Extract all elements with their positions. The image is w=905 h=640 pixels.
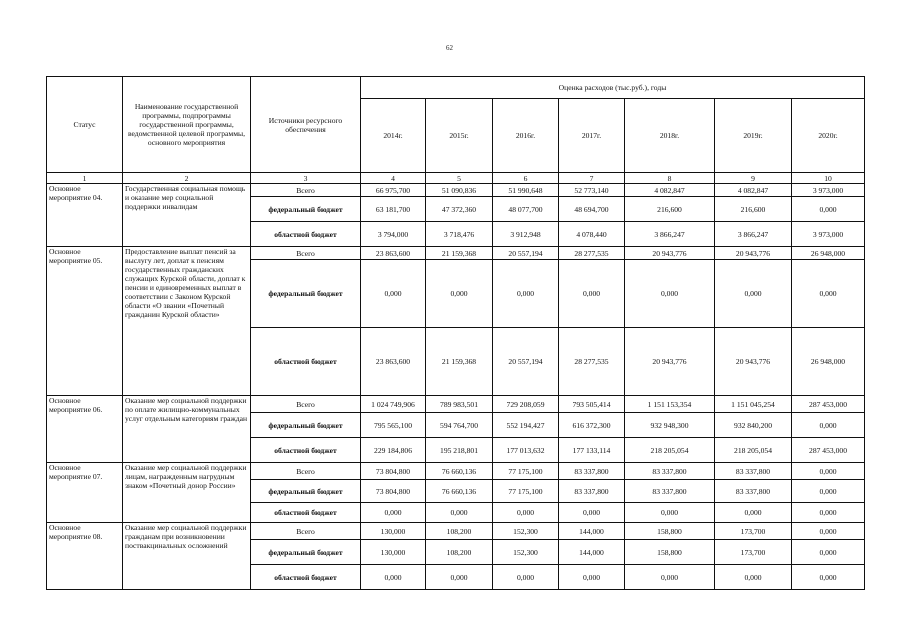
value-cell: 3 718,476 <box>426 222 493 247</box>
header-year: 2014г. <box>361 99 426 173</box>
value-cell: 3 912,948 <box>493 222 559 247</box>
value-cell: 195 218,801 <box>426 438 493 463</box>
value-cell: 47 372,360 <box>426 197 493 222</box>
value-cell: 20 557,194 <box>493 247 559 260</box>
value-cell: 3 973,000 <box>792 222 865 247</box>
value-cell: 0,000 <box>792 260 865 328</box>
column-number: 6 <box>493 173 559 184</box>
value-cell: 144,000 <box>559 540 625 565</box>
column-number: 4 <box>361 173 426 184</box>
value-cell: 0,000 <box>792 197 865 222</box>
page-number: 62 <box>446 44 453 52</box>
value-cell: 48 077,700 <box>493 197 559 222</box>
table-row <box>47 463 865 480</box>
value-cell: 0,000 <box>493 565 559 590</box>
value-cell: 0,000 <box>715 260 792 328</box>
header-source: Источники ресурсного обеспечения <box>251 77 361 173</box>
value-cell: 0,000 <box>792 413 865 438</box>
source-cell: Всего <box>251 396 361 413</box>
value-cell: 0,000 <box>426 503 493 523</box>
value-cell: 73 804,800 <box>361 463 426 480</box>
value-cell: 0,000 <box>792 463 865 480</box>
value-cell: 0,000 <box>792 523 865 540</box>
value-cell: 130,000 <box>361 540 426 565</box>
value-cell: 20 943,776 <box>625 247 715 260</box>
value-cell: 23 863,600 <box>361 247 426 260</box>
value-cell: 616 372,300 <box>559 413 625 438</box>
value-cell: 83 337,800 <box>715 480 792 503</box>
header-year: 2016г. <box>493 99 559 173</box>
status-cell: Основное мероприятие 06. <box>47 396 123 463</box>
source-cell: областной бюджет <box>251 222 361 247</box>
source-cell: Всего <box>251 247 361 260</box>
header-year: 2015г. <box>426 99 493 173</box>
value-cell: 177 013,632 <box>493 438 559 463</box>
column-number: 5 <box>426 173 493 184</box>
value-cell: 26 948,000 <box>792 247 865 260</box>
value-cell: 0,000 <box>361 565 426 590</box>
value-cell: 594 764,700 <box>426 413 493 438</box>
value-cell: 21 159,368 <box>426 247 493 260</box>
value-cell: 216,600 <box>715 197 792 222</box>
value-cell: 73 804,800 <box>361 480 426 503</box>
status-cell: Основное мероприятие 05. <box>47 247 123 396</box>
source-cell: Всего <box>251 184 361 197</box>
value-cell: 932 840,200 <box>715 413 792 438</box>
value-cell: 130,000 <box>361 523 426 540</box>
value-cell: 76 660,136 <box>426 463 493 480</box>
value-cell: 1 151 153,354 <box>625 396 715 413</box>
column-number: 1 <box>47 173 123 184</box>
table-row <box>47 247 865 260</box>
source-cell: Всего <box>251 523 361 540</box>
value-cell: 0,000 <box>715 565 792 590</box>
value-cell: 0,000 <box>792 480 865 503</box>
value-cell: 789 983,501 <box>426 396 493 413</box>
value-cell: 932 948,300 <box>625 413 715 438</box>
value-cell: 0,000 <box>792 503 865 523</box>
value-cell: 21 159,368 <box>426 328 493 396</box>
value-cell: 0,000 <box>792 540 865 565</box>
column-number: 3 <box>251 173 361 184</box>
value-cell: 0,000 <box>625 503 715 523</box>
status-cell: Основное мероприятие 08. <box>47 523 123 590</box>
value-cell: 20 943,776 <box>715 328 792 396</box>
value-cell: 0,000 <box>426 260 493 328</box>
value-cell: 83 337,800 <box>715 463 792 480</box>
table-row <box>47 396 865 413</box>
value-cell: 28 277,535 <box>559 247 625 260</box>
header-year: 2020г. <box>792 99 865 173</box>
value-cell: 4 082,847 <box>715 184 792 197</box>
value-cell: 20 943,776 <box>715 247 792 260</box>
column-number-row <box>47 173 865 184</box>
source-cell: областной бюджет <box>251 565 361 590</box>
value-cell: 0,000 <box>361 503 426 523</box>
value-cell: 108,200 <box>426 540 493 565</box>
value-cell: 66 975,700 <box>361 184 426 197</box>
value-cell: 20 943,776 <box>625 328 715 396</box>
value-cell: 3 866,247 <box>715 222 792 247</box>
value-cell: 3 794,000 <box>361 222 426 247</box>
value-cell: 0,000 <box>361 260 426 328</box>
value-cell: 144,000 <box>559 523 625 540</box>
value-cell: 795 565,100 <box>361 413 426 438</box>
source-cell: областной бюджет <box>251 328 361 396</box>
status-cell: Основное мероприятие 07. <box>47 463 123 523</box>
value-cell: 229 184,806 <box>361 438 426 463</box>
value-cell: 51 990,648 <box>493 184 559 197</box>
value-cell: 0,000 <box>426 565 493 590</box>
value-cell: 76 660,136 <box>426 480 493 503</box>
value-cell: 23 863,600 <box>361 328 426 396</box>
header-year: 2017г. <box>559 99 625 173</box>
source-cell: федеральный бюджет <box>251 197 361 222</box>
header-status: Статус <box>47 77 123 173</box>
program-name-cell: Предоставление выплат пенсий за выслугу лет, доплат к пенсиям государственных гражданских служащих Курской области, доплат к пенсии и единовременных выплат в соответствии с Законом Курской области «О звании «Почетный гражданин Курской области» <box>123 247 251 396</box>
value-cell: 26 948,000 <box>792 328 865 396</box>
value-cell: 152,300 <box>493 523 559 540</box>
value-cell: 552 194,427 <box>493 413 559 438</box>
header-year: 2019г. <box>715 99 792 173</box>
column-number: 7 <box>559 173 625 184</box>
value-cell: 108,200 <box>426 523 493 540</box>
value-cell: 77 175,100 <box>493 480 559 503</box>
header-name: Наименование государственной программы, подпрограммы государственной программы, ведомственной целевой программы, основного мероприятия <box>123 77 251 173</box>
table-row <box>47 523 865 540</box>
value-cell: 173,700 <box>715 523 792 540</box>
value-cell: 173,700 <box>715 540 792 565</box>
expenditure-table <box>46 76 865 590</box>
source-cell: федеральный бюджет <box>251 480 361 503</box>
value-cell: 20 557,194 <box>493 328 559 396</box>
source-cell: федеральный бюджет <box>251 413 361 438</box>
value-cell: 0,000 <box>559 503 625 523</box>
table-row <box>47 184 865 197</box>
value-cell: 83 337,800 <box>625 463 715 480</box>
value-cell: 729 208,059 <box>493 396 559 413</box>
value-cell: 1 151 045,254 <box>715 396 792 413</box>
header-estimate: Оценка расходов (тыс.руб.), годы <box>361 77 865 99</box>
value-cell: 0,000 <box>559 260 625 328</box>
value-cell: 0,000 <box>625 260 715 328</box>
value-cell: 218 205,054 <box>625 438 715 463</box>
value-cell: 0,000 <box>559 565 625 590</box>
value-cell: 0,000 <box>493 503 559 523</box>
value-cell: 0,000 <box>792 565 865 590</box>
program-name-cell: Государственная социальная помощь и оказание мер социальной поддержки инвалидам <box>123 184 251 247</box>
value-cell: 177 133,114 <box>559 438 625 463</box>
source-cell: Всего <box>251 463 361 480</box>
value-cell: 0,000 <box>625 565 715 590</box>
source-cell: областной бюджет <box>251 503 361 523</box>
value-cell: 4 082,847 <box>625 184 715 197</box>
column-number: 9 <box>715 173 792 184</box>
value-cell: 0,000 <box>715 503 792 523</box>
value-cell: 793 505,414 <box>559 396 625 413</box>
column-number: 8 <box>625 173 715 184</box>
value-cell: 4 078,440 <box>559 222 625 247</box>
value-cell: 83 337,800 <box>559 463 625 480</box>
value-cell: 77 175,100 <box>493 463 559 480</box>
value-cell: 3 866,247 <box>625 222 715 247</box>
program-name-cell: Оказание мер социальной поддержки лицам, награжденным нагрудным знаком «Почетный донор России» <box>123 463 251 523</box>
value-cell: 216,600 <box>625 197 715 222</box>
value-cell: 287 453,000 <box>792 438 865 463</box>
value-cell: 152,300 <box>493 540 559 565</box>
source-cell: федеральный бюджет <box>251 260 361 328</box>
value-cell: 52 773,140 <box>559 184 625 197</box>
value-cell: 3 973,000 <box>792 184 865 197</box>
column-number: 10 <box>792 173 865 184</box>
value-cell: 158,800 <box>625 540 715 565</box>
program-name-cell: Оказание мер социальной поддержки по оплате жилищно-коммунальных услуг отдельным категориям граждан <box>123 396 251 463</box>
value-cell: 51 090,836 <box>426 184 493 197</box>
source-cell: областной бюджет <box>251 438 361 463</box>
value-cell: 83 337,800 <box>625 480 715 503</box>
value-cell: 83 337,800 <box>559 480 625 503</box>
value-cell: 63 181,700 <box>361 197 426 222</box>
value-cell: 48 694,700 <box>559 197 625 222</box>
program-name-cell: Оказание мер социальной поддержки гражданам при возникновении поствакцинальных осложнений <box>123 523 251 590</box>
column-number: 2 <box>123 173 251 184</box>
value-cell: 287 453,000 <box>792 396 865 413</box>
source-cell: федеральный бюджет <box>251 540 361 565</box>
value-cell: 158,800 <box>625 523 715 540</box>
value-cell: 218 205,054 <box>715 438 792 463</box>
value-cell: 28 277,535 <box>559 328 625 396</box>
header-year: 2018г. <box>625 99 715 173</box>
value-cell: 0,000 <box>493 260 559 328</box>
value-cell: 1 024 749,906 <box>361 396 426 413</box>
status-cell: Основное мероприятие 04. <box>47 184 123 247</box>
